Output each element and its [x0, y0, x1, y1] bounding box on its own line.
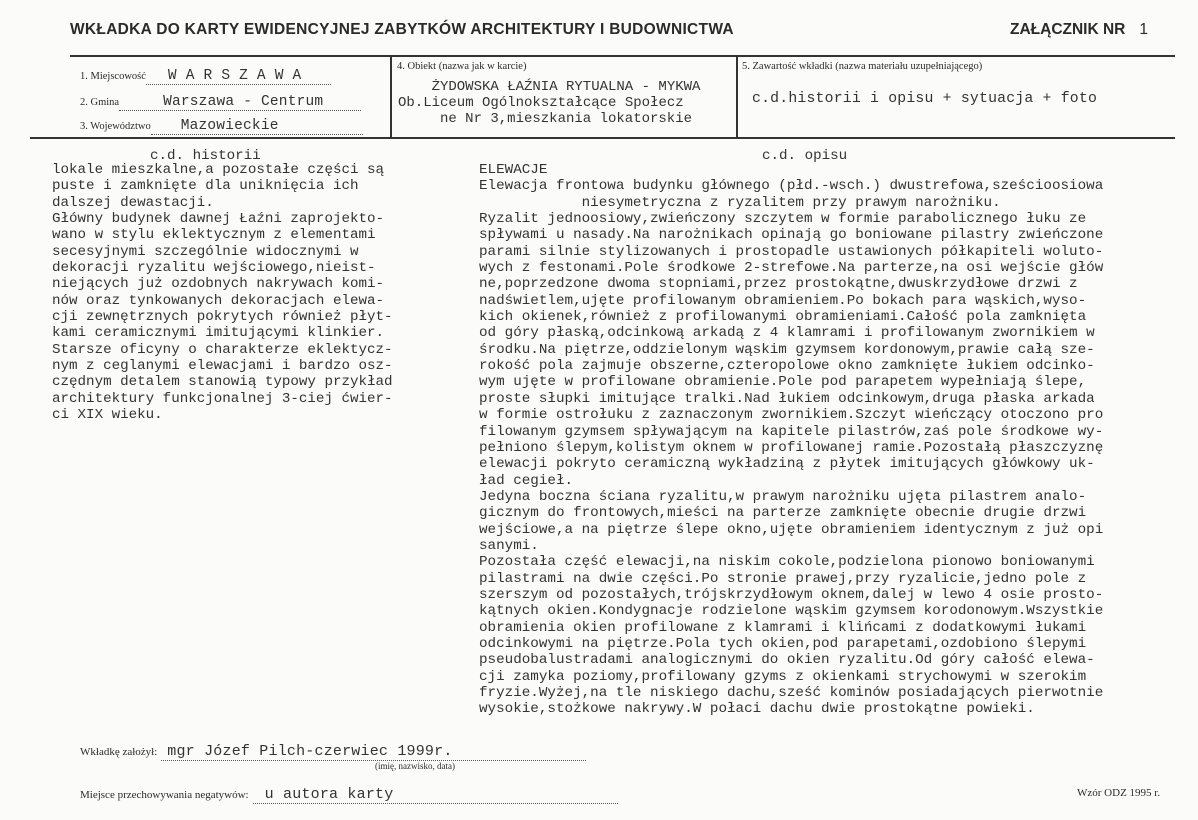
- gmina-label: 2. Gmina: [80, 97, 120, 108]
- historii-line: nów oraz tynkowanych dekoracjach elewa-: [52, 292, 385, 309]
- opisu-line: w formie ostrołuku z zaznaczonym zwornikiem.Szczyt wieńczący otoczono pro: [479, 407, 1104, 424]
- left-column-body: [52, 162, 393, 424]
- opisu-line: środku.Na piętrze,oddzielonym wąskim gzymsem kordonowym,prawie całą sze-: [479, 341, 1095, 358]
- historii-line: niejących już ozdobnych nakrywach komi-: [52, 276, 385, 293]
- opisu-line: niesymetryczna z ryzalitem przy prawym narożniku.: [479, 194, 1001, 211]
- opisu-line: wym ujęte w profilowane obramienie.Pole pod parapetem wypełniają ślepe,: [479, 374, 1087, 391]
- opisu-line: obramienia okien profilowane z klamrami i klińcami z dodatkowymi łukami: [479, 619, 1087, 636]
- opisu-line: wysokie,stożkowe nakrywy.W połaci dachu dwie prostokątne powieki.: [479, 701, 1035, 718]
- historii-line: kami ceramicznymi imitującymi klinkier.: [52, 325, 385, 342]
- left-column-heading: c.d. historii: [150, 148, 261, 164]
- wojewodztwo-value: Mazowieckie: [180, 118, 279, 134]
- right-column-body: [479, 162, 1103, 718]
- zawartosc-value: c.d.historii i opisu + sytuacja + foto: [752, 91, 1098, 107]
- historii-line: czędnym detalem stanowią typowy przykład: [52, 374, 393, 391]
- zawartosc-label: 5. Zawartość wkładki (nazwa materiału uzupełniającego): [742, 61, 983, 72]
- miejscowosc-label: 1. Miejscowość: [80, 71, 146, 82]
- obiekt-line-2: Ob.Liceum Ogólnokształcące Społecz: [398, 95, 684, 111]
- field-divider-2: [736, 56, 738, 138]
- opisu-line: spływami u nasady.Na narożnikach opinają go boniowane pilastry zwieńczone: [479, 227, 1104, 244]
- opisu-line: fryzie.Wyżej,na tle niskiego dachu,sześć kominów posiadających pierwotnie: [479, 685, 1104, 701]
- historii-line: wano w stylu eklektycznym z elementami: [52, 227, 376, 244]
- negatywy-fill: [253, 786, 618, 804]
- historii-line: Starsze oficyny o charakterze eklektycz-: [52, 341, 393, 358]
- zalozyl-label: Wkładkę założył:: [80, 746, 158, 758]
- opisu-line: Elewacja frontowa budynku głównego (płd.-wsch.) dwustrefowa,sześcioosiowa: [479, 178, 1104, 195]
- obiekt-value: [398, 79, 734, 127]
- opisu-line: ELEWACJE: [479, 162, 548, 178]
- opisu-line: sanymi.: [479, 537, 539, 554]
- footer-negatywy: [80, 786, 618, 804]
- opisu-line: pseudobalustradami analogicznymi do okien ryzalitu.Od góry całość elewa-: [479, 652, 1095, 669]
- obiekt-line-3: ne Nr 3,mieszkania lokatorskie: [439, 111, 693, 127]
- opisu-line: pełniono ślepym,kolistym oknem w profilowanej ramie.Pozostałą płaszczyznę: [479, 439, 1104, 456]
- header-top-rule: [70, 55, 1175, 57]
- zalozyl-fill: [161, 743, 586, 761]
- attachment-number: 1: [1139, 21, 1148, 38]
- opisu-line: wejściowe,a na piętrze ślepe okno,ujęte obramieniem identycznym z już opi: [479, 521, 1104, 538]
- obiekt-line-1: ŻYDOWSKA ŁAŹNIA RYTUALNA - MYKWA: [431, 79, 701, 95]
- attachment-label: [1010, 21, 1148, 39]
- zalozyl-hint: (imię, nazwisko, data): [375, 761, 455, 771]
- wojewodztwo-label: 3. Województwo: [80, 121, 151, 132]
- opisu-line: wych z festonami.Pole środkowe 2-strefowe.Na parterze,na osi wejście głów: [479, 260, 1104, 277]
- zalozyl-value: mgr Józef Pilch-czerwiec 1999r.: [167, 743, 453, 760]
- attachment-label-text: ZAŁĄCZNIK NR: [1010, 21, 1126, 38]
- historii-line: cji zewnętrznych pokrytych również płyt-: [52, 309, 393, 326]
- field-gmina: [80, 94, 361, 111]
- obiekt-label: 4. Obiekt (nazwa jak w karcie): [397, 61, 527, 72]
- historii-line: secesyjnymi szczególnie widocznymi w: [52, 243, 359, 260]
- miejscowosc-fill: [146, 68, 331, 85]
- header-bottom-rule: [30, 137, 1175, 139]
- historii-line: Główny budynek dawnej Łaźni zaprojekto-: [52, 211, 385, 228]
- historii-line: lokale mieszkalne,a pozostałe części są: [52, 162, 385, 178]
- historii-line: architektury funkcjonalnej 3-ciej ćwier-: [52, 390, 393, 407]
- opisu-line: odcinkowymi na piętrze.Pola tych okien,pod parapetami,ozdobiono ślepymi: [479, 635, 1087, 652]
- opisu-line: Pozostała część elewacji,na niskim cokole,podzielona pionowo boniowanymi: [479, 554, 1095, 571]
- gmina-fill: [119, 94, 361, 111]
- field-miejscowosc: [80, 68, 331, 85]
- field-wojewodztwo: [80, 118, 363, 135]
- opisu-line: nadświetlem,ujęte profilowanym obramieniem.Po bokach para wąskich,wyso-: [479, 292, 1087, 309]
- negatywy-label: Miejsce przechowywania negatywów:: [80, 789, 249, 801]
- opisu-line: gicznym do frontowych,mieści na parterze zamknięte obecnie drugie drzwi: [479, 505, 1087, 522]
- historii-line: puste i zamknięte dla uniknięcia ich: [52, 178, 359, 195]
- opisu-line: parami silnie stylizowanych i prostopadle ustawionych półkapiteli woluto-: [479, 243, 1104, 260]
- historii-line: ci XIX wieku.: [52, 407, 163, 424]
- opisu-line: proste słupki imitujące tralki.Nad łukiem odcinkowym,druga płaska arkada: [479, 390, 1095, 407]
- field-divider-1: [390, 56, 392, 138]
- opisu-line: ne,poprzedzone dwoma stopniami,przez prostokątne,dwuskrzydłowe drzwi z: [479, 276, 1078, 293]
- opisu-line: filowanym gzymsem spływającym na kapitele pilastrów,zaś pole środkowe wy-: [479, 423, 1104, 440]
- opisu-line: pilastrami na dwie części.Po stronie prawej,przy ryzalicie,jedno pole z: [479, 570, 1087, 587]
- footer-zalozyl: [80, 743, 586, 761]
- miejscowosc-value: W A R S Z A W A: [167, 68, 302, 84]
- negatywy-value: u autora karty: [264, 786, 394, 803]
- wzor-label: Wzór ODZ 1995 r.: [1077, 787, 1161, 799]
- opisu-line: kich okienek,również z profilowanymi obramieniami.Całość pola zamknięta: [479, 309, 1087, 326]
- opisu-line: od góry płaską,odcinkową arkadą z 4 klamrami i profilowanym zwornikiem w: [479, 325, 1095, 342]
- opisu-line: kątnych okien.Kondygnacje rodzielone wąskim gzymsem korodonowym.Wszystkie: [479, 603, 1104, 620]
- opisu-line: elewacji pokryto ceramiczną wykładziną z płytek imitujących główkowy uk-: [479, 456, 1095, 473]
- right-column-heading: c.d. opisu: [762, 148, 848, 164]
- historii-line: nym z ceglanymi elewacjami i bardzo osz-: [52, 358, 393, 375]
- opisu-line: cji zamyka poziomy,profilowany gzyms z okienkami strychowymi w szerokim: [479, 668, 1087, 685]
- historii-line: dekoracji ryzalitu wejściowego,nieist-: [52, 260, 376, 277]
- wojewodztwo-fill: [151, 118, 363, 135]
- opisu-line: Jedyna boczna ściana ryzalitu,w prawym narożniku ujęta pilastrem analo-: [479, 488, 1087, 505]
- opisu-line: szerszym od pozostałych,trójskrzydłowym oknem,dalej w lewo 4 osie prosto-: [479, 586, 1104, 603]
- opisu-line: ład cegieł.: [479, 472, 574, 489]
- opisu-line: rokość pola zajmuje obszerne,czteropolowe okno zamknięte łukiem odcinko-: [479, 358, 1095, 375]
- historii-line: dalszej dewastacji.: [52, 194, 214, 211]
- gmina-value: Warszawa - Centrum: [163, 94, 324, 110]
- opisu-line: Ryzalit jednoosiowy,zwieńczony szczytem w formie parabolicznego łuku ze: [479, 211, 1087, 228]
- form-title: WKŁADKA DO KARTY EWIDENCYJNEJ ZABYTKÓW ARCHITEKTURY I BUDOWNICTWA: [70, 21, 734, 38]
